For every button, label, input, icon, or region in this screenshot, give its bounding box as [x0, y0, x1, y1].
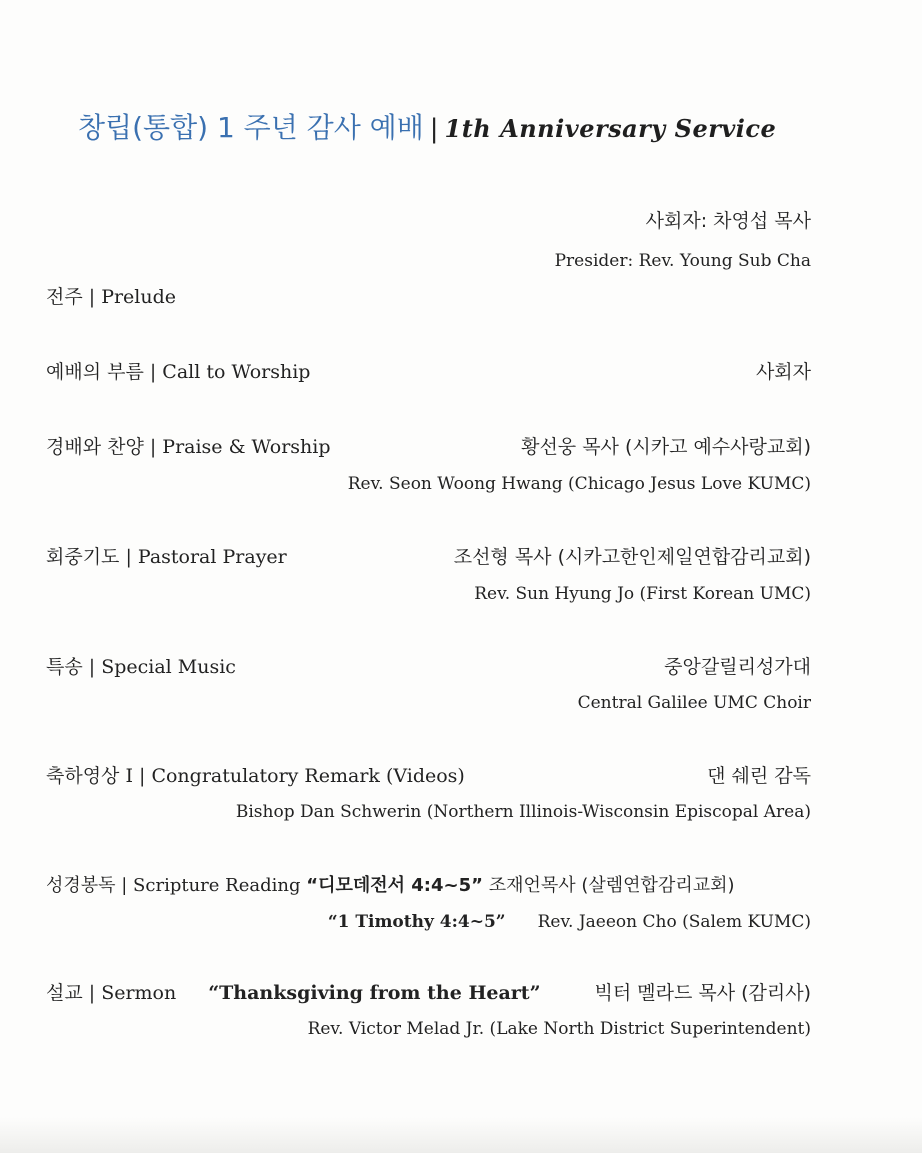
- item-leader-english: Rev. Sun Hyung Jo (First Korean UMC): [474, 584, 811, 604]
- page-title: [78, 108, 838, 149]
- item-leader-korean: 사회자: [755, 361, 811, 383]
- scripture-passage-korean: “디모데전서 4:4~5”: [306, 875, 483, 896]
- item-leader-english: Rev. Jaeeon Cho (Salem KUMC): [537, 912, 811, 932]
- item-leader-korean: 조재언목사 (살렘연합감리교회): [488, 875, 735, 896]
- item-leader-korean: 황선웅 목사 (시카고 예수사랑교회): [521, 436, 811, 458]
- item-leader-korean: 빅터 멜라드 목사 (감리사): [594, 982, 811, 1004]
- item-leader-english: Bishop Dan Schwerin (Northern Illinois-Wisconsin Episcopal Area): [235, 802, 811, 822]
- title-korean: 창립(통합) 1 주년 감사 예배: [78, 111, 424, 144]
- item-leader-korean: 조선형 목사 (시카고한인제일연합감리교회): [453, 546, 811, 568]
- item-label: 성경봉독 | Scripture Reading: [46, 875, 301, 896]
- presider-korean: 사회자: 차영섭 목사: [645, 210, 811, 232]
- item-leader-english: Rev. Victor Melad Jr. (Lake North District Superintendent): [307, 1019, 811, 1039]
- title-english: 1th Anniversary Service: [444, 114, 777, 143]
- scripture-english-line: [328, 909, 811, 935]
- item-label: 경배와 찬양 | Praise & Worship: [46, 436, 331, 458]
- presider-english: Presider: Rev. Young Sub Cha: [554, 251, 811, 271]
- item-leader-english: Rev. Seon Woong Hwang (Chicago Jesus Love KUMC): [347, 474, 811, 494]
- scripture-passage-english: “1 Timothy 4:4~5”: [327, 912, 506, 932]
- item-label: 설교 | Sermon: [46, 982, 177, 1004]
- item-label: 회중기도 | Pastoral Prayer: [46, 546, 287, 568]
- item-label: 전주 | Prelude: [46, 286, 177, 308]
- item-leader-english: Central Galilee UMC Choir: [577, 693, 811, 713]
- page-bottom-edge: [0, 1117, 922, 1153]
- item-label: 특송 | Special Music: [46, 656, 236, 678]
- sermon-title: “Thanksgiving from the Heart”: [208, 982, 541, 1004]
- item-label-line: [46, 873, 735, 899]
- title-separator: |: [429, 114, 439, 144]
- item-label: 축하영상 I | Congratulatory Remark (Videos): [46, 765, 465, 787]
- item-label: 예배의 부름 | Call to Worship: [46, 361, 311, 383]
- item-leader-korean: 중앙갈릴리성가대: [664, 656, 811, 678]
- item-label-line: [46, 980, 541, 1006]
- item-leader-korean: 댄 쉐린 감독: [707, 765, 811, 787]
